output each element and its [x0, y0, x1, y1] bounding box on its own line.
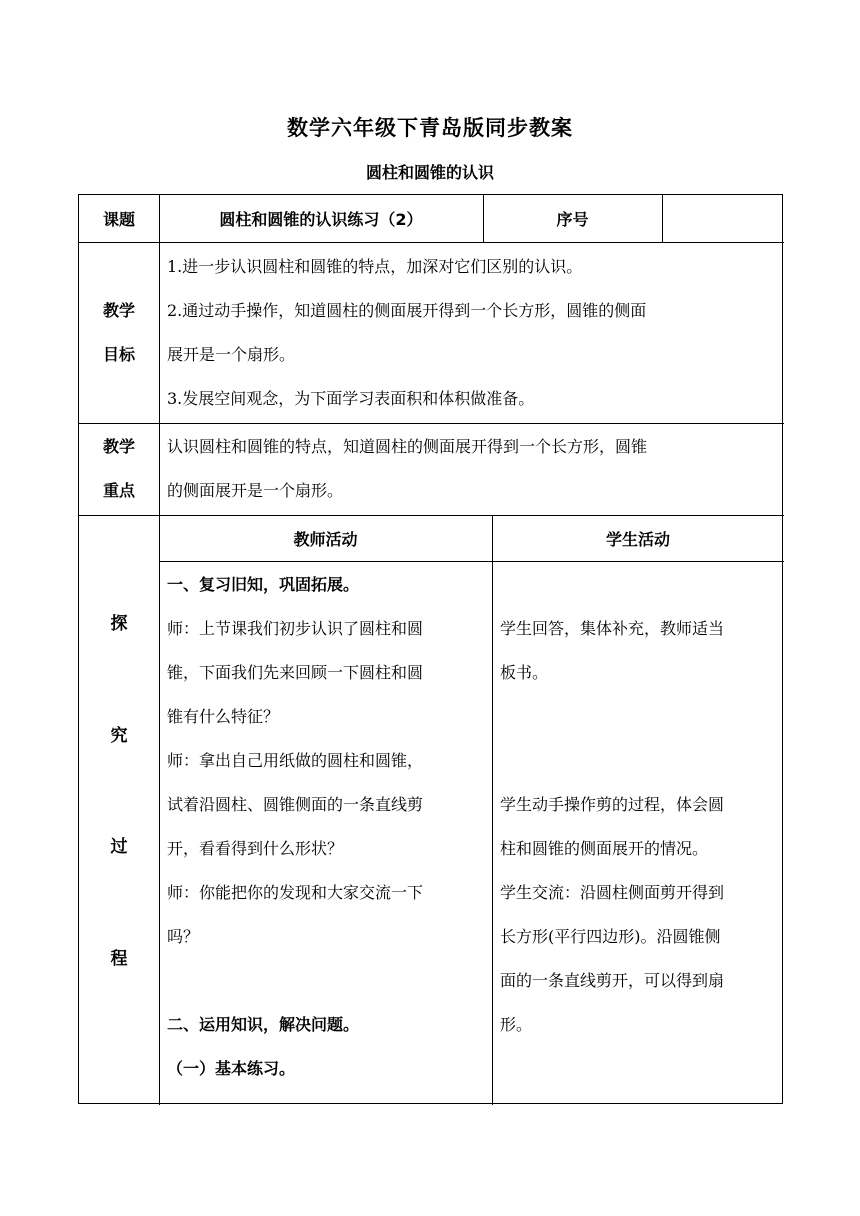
- teacher-line: 师：你能把你的发现和大家交流一下: [167, 883, 424, 902]
- lesson-plan-table: [78, 194, 783, 1104]
- teacher-activity-header: 教师活动: [293, 529, 358, 549]
- teacher-line: 一、复习旧知，巩固拓展。: [167, 575, 360, 594]
- column-divider: [159, 195, 160, 1105]
- student-line: 长方形(平行四边形)。沿圆锥侧: [500, 927, 721, 946]
- goals-label-line: 教学: [102, 300, 135, 320]
- teacher-line: 开，看看得到什么形状？: [167, 839, 344, 858]
- student-line: [500, 563, 782, 607]
- focus-label-line: 教学: [102, 437, 135, 456]
- goal-line: 展开是一个扇形。: [167, 345, 296, 364]
- student-line: 形。: [500, 1015, 533, 1034]
- row-divider: [79, 423, 784, 424]
- student-line: [500, 695, 782, 739]
- document-subtitle: 圆柱和圆锥的认识: [365, 163, 494, 182]
- goals-label-line: 目标: [102, 344, 135, 364]
- teacher-line: [167, 959, 489, 1003]
- teacher-activity-content: [167, 563, 489, 1091]
- student-line: 面的一条直线剪开，可以得到扇: [500, 971, 725, 990]
- focus-line: 的侧面展开是一个扇形。: [167, 481, 344, 500]
- process-label-char: 探: [110, 614, 128, 634]
- goals-content: [167, 245, 779, 421]
- focus-line: 认识圆柱和圆锥的特点，知道圆柱的侧面展开得到一个长方形，圆锥: [167, 437, 648, 456]
- process-label-char: 过: [110, 837, 128, 858]
- process-label-char: 究: [110, 725, 128, 746]
- student-line: 板书。: [500, 663, 549, 682]
- goals-label: [79, 242, 159, 423]
- teacher-line: 师：拿出自己用纸做的圆柱和圆锥，: [167, 751, 424, 770]
- student-line: 柱和圆锥的侧面展开的情况。: [500, 839, 709, 858]
- document-title: 数学六年级下青岛版同步教案: [287, 116, 573, 140]
- student-activity-header: 学生活动: [605, 529, 670, 549]
- student-line: 学生动手操作剪的过程，体会圆: [500, 795, 725, 814]
- teacher-line: 师：上节课我们初步认识了圆柱和圆: [167, 619, 424, 638]
- row-divider: [159, 561, 784, 562]
- focus-content: [167, 425, 779, 513]
- focus-label-line: 重点: [102, 481, 135, 500]
- column-divider: [492, 515, 493, 1105]
- teacher-line: 试着沿圆柱、圆锥侧面的一条直线剪: [167, 795, 424, 814]
- sequence-label: 序号: [556, 210, 589, 229]
- process-label: [79, 609, 159, 969]
- student-line: 学生回答，集体补充，教师适当: [500, 619, 725, 638]
- teacher-line: 吗？: [167, 927, 200, 946]
- goal-line: 2.通过动手操作，知道圆柱的侧面展开得到一个长方形，圆锥的侧面: [167, 301, 647, 320]
- process-label-char: 程: [110, 948, 128, 969]
- student-line: 学生交流：沿圆柱侧面剪开得到: [500, 883, 725, 902]
- teacher-line: （一）基本练习。: [167, 1059, 296, 1078]
- sequence-value: [662, 195, 784, 242]
- topic-value: 圆柱和圆锥的认识练习（2）: [219, 210, 423, 229]
- student-line: [500, 739, 782, 783]
- row-divider: [79, 242, 784, 243]
- goal-line: 1.进一步认识圆柱和圆锥的特点，加深对它们区别的认识。: [167, 257, 583, 276]
- goal-line: 3.发展空间观念，为下面学习表面积和体积做准备。: [167, 389, 535, 408]
- focus-label: [79, 423, 159, 515]
- teacher-line: 二、运用知识，解决问题。: [167, 1015, 360, 1034]
- topic-label: 课题: [102, 210, 135, 229]
- teacher-line: 锥，下面我们先来回顾一下圆柱和圆: [167, 663, 424, 682]
- student-activity-content: [500, 563, 782, 1047]
- teacher-line: 锥有什么特征？: [167, 707, 280, 726]
